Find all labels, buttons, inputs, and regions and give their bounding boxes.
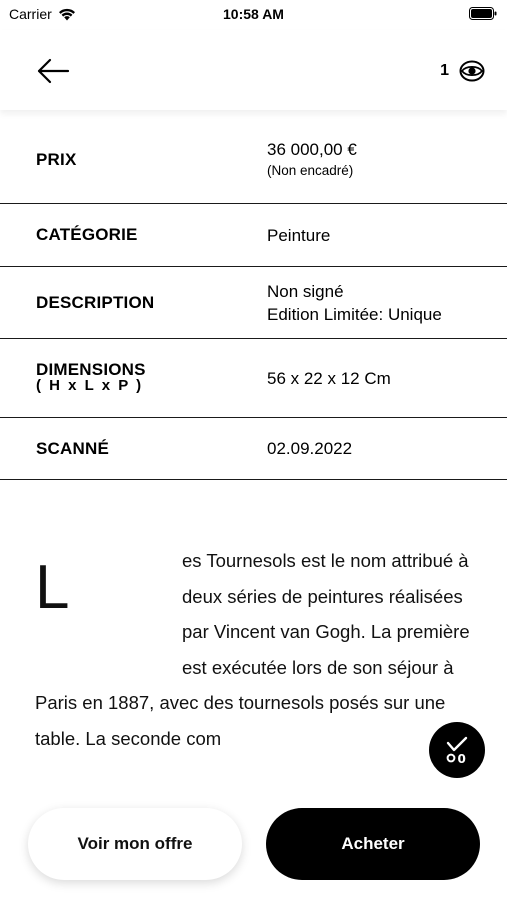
offer-fab-button[interactable] [429,722,485,778]
battery-icon [469,7,497,20]
buy-button[interactable]: Acheter [266,808,480,880]
drop-cap: L [35,553,70,622]
artwork-details-table [0,116,507,480]
dimensions-label-line-2: ( H x L x P ) [36,377,144,394]
status-bar [0,0,507,30]
detail-value-dimensions: 56 x 22 x 12 Cm [267,368,391,388]
detail-row-description [0,267,507,339]
detail-value-description [267,280,442,326]
detail-label-prix: PRIX [36,149,77,169]
detail-label-categorie: CATÉGORIE [36,225,138,244]
view-offer-button[interactable]: Voir mon offre [28,808,242,880]
views-count: 1 [440,62,449,79]
detail-value-prix [267,138,357,181]
detail-row-prix [0,116,507,204]
fab-badge: 0 [457,752,466,765]
dimensions-label-line-1: DIMENSIONS [36,360,146,379]
detail-row-categorie [0,204,507,267]
views-indicator[interactable] [440,60,485,82]
price-note: (Non encadré) [267,163,354,178]
detail-label-scanne: SCANNÉ [36,438,109,458]
price-value: 36 000,00 € [267,140,357,159]
arrow-left-icon [36,56,70,86]
carrier-name: Carrier [9,6,52,22]
detail-label-description: DESCRIPTION [36,292,155,312]
detail-label-dimensions [36,362,146,394]
status-time: 10:58 AM [223,6,284,22]
article-body: es Tournesols est le nom attribué à deux séries de peintures réalisées par Vincent van Gogh. La première est exécutée lors de son séjour à Paris en 1887, avec des tournesols posés sur une table. La seconde com [35,550,470,749]
detail-value-categorie: Peinture [267,225,331,245]
eye-icon [459,60,485,82]
description-line-1: Non signé [267,281,344,301]
detail-row-dimensions [0,339,507,418]
detail-value-scanne: 02.09.2022 [267,439,353,458]
artwork-description-text [35,543,475,756]
detail-row-scanne [0,418,507,480]
hammer-check-icon [443,735,471,765]
description-line-2: Edition Limitée: Unique [267,304,442,324]
back-button[interactable] [36,56,72,86]
nav-bar [0,30,507,110]
